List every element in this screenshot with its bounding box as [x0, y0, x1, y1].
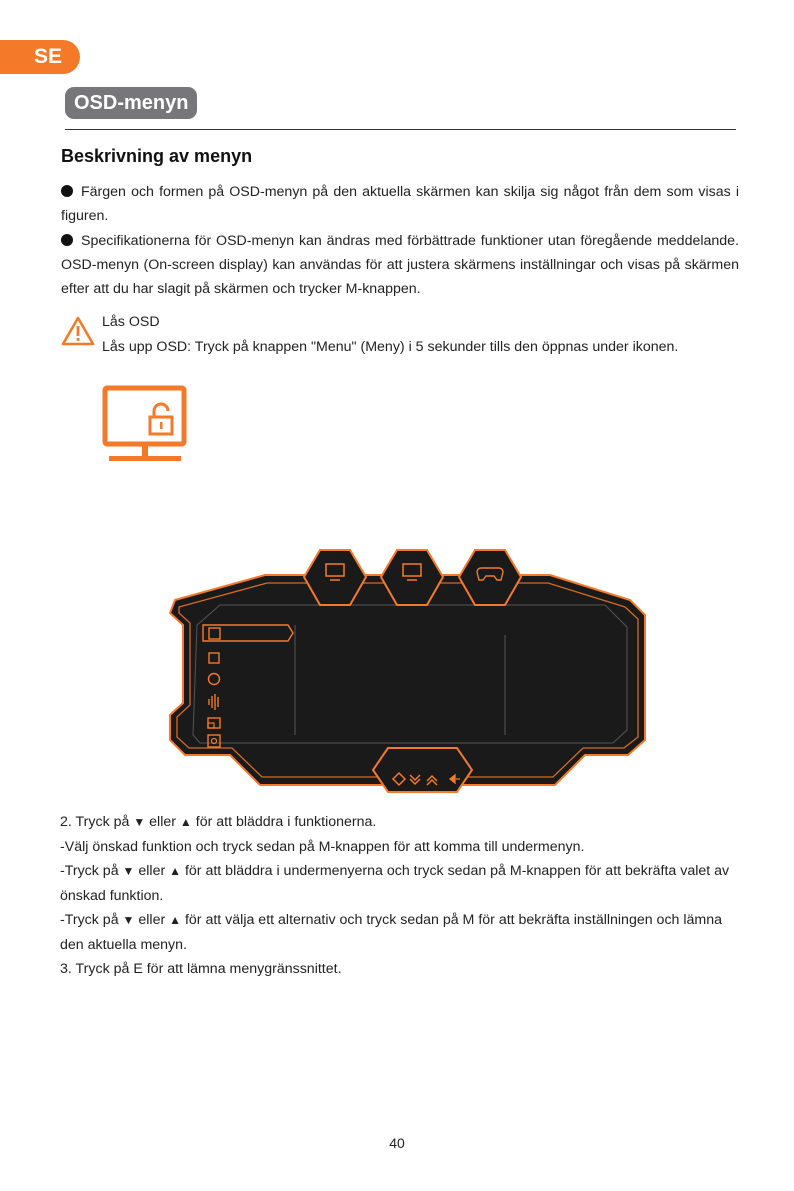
- language-label: SE: [34, 45, 63, 68]
- bullet-icon: [61, 185, 73, 197]
- step-2-sub-3: [60, 908, 740, 957]
- step-text: -Tryck på: [60, 863, 123, 879]
- down-triangle-icon: ▼: [122, 864, 135, 878]
- page-number: 40: [389, 1135, 405, 1151]
- down-triangle-icon: ▼: [133, 815, 146, 829]
- up-triangle-icon: ▲: [169, 913, 182, 927]
- step-text: eller: [134, 863, 170, 879]
- header-divider: [65, 129, 736, 130]
- step-text: 2. Tryck på: [60, 814, 134, 830]
- step-3: 3. Tryck på E för att lämna menygränssnittet.: [60, 961, 342, 977]
- up-triangle-icon: ▲: [169, 864, 182, 878]
- osd-menu-figure: [165, 545, 650, 807]
- instruction-steps: [60, 810, 740, 982]
- step-text: för att välja ett alternativ och tryck sedan på M för att bekräfta inställningen och lämna den aktuella menyn.: [60, 912, 723, 953]
- section-title: OSD-menyn: [65, 87, 197, 119]
- step-2-sub-2: [60, 859, 740, 908]
- page-heading: Beskrivning av menyn: [61, 146, 253, 166]
- up-triangle-icon: ▲: [179, 815, 192, 829]
- bullet-icon: [61, 234, 73, 246]
- bullet-text-1: Färgen och formen på OSD-menyn på den aktuella skärmen kan skilja sig något från dem som visas i figuren.: [61, 184, 739, 224]
- down-triangle-icon: ▼: [122, 913, 135, 927]
- step-text: eller: [134, 912, 170, 928]
- step-2: [60, 810, 740, 835]
- warning-title: Lås OSD: [102, 314, 160, 330]
- step-text: för att bläddra i undermenyerna och tryck sedan på M-knappen för att bekräfta valet av önskad funktion.: [60, 863, 730, 904]
- warning-triangle-icon: [61, 316, 95, 346]
- step-text: eller: [145, 814, 180, 830]
- monitor-unlock-icon: [102, 385, 188, 463]
- step-text: för att bläddra i funktionerna.: [191, 814, 377, 830]
- language-tab: [0, 40, 80, 74]
- step-2-sub-1: -Välj önskad funktion och tryck sedan på M-knappen för att komma till undermenyn.: [60, 838, 585, 855]
- step-text: -Tryck på: [60, 912, 123, 928]
- warning-text: Lås upp OSD: Tryck på knappen "Menu" (Meny) i 5 sekunder tills den öppnas under ikonen.: [102, 339, 679, 355]
- bullet-paragraph-2: [61, 229, 739, 301]
- bullet-paragraph-1: [61, 180, 739, 228]
- bullet-text-2: Specifikationerna för OSD-menyn kan ändras med förbättrade funktioner utan föregående meddelande. OSD-menyn (On-screen display) kan användas för att justera skärmens inställningar och visas på skärmen efter att du har slagit på skärmen och trycker M-knappen.: [61, 233, 739, 297]
